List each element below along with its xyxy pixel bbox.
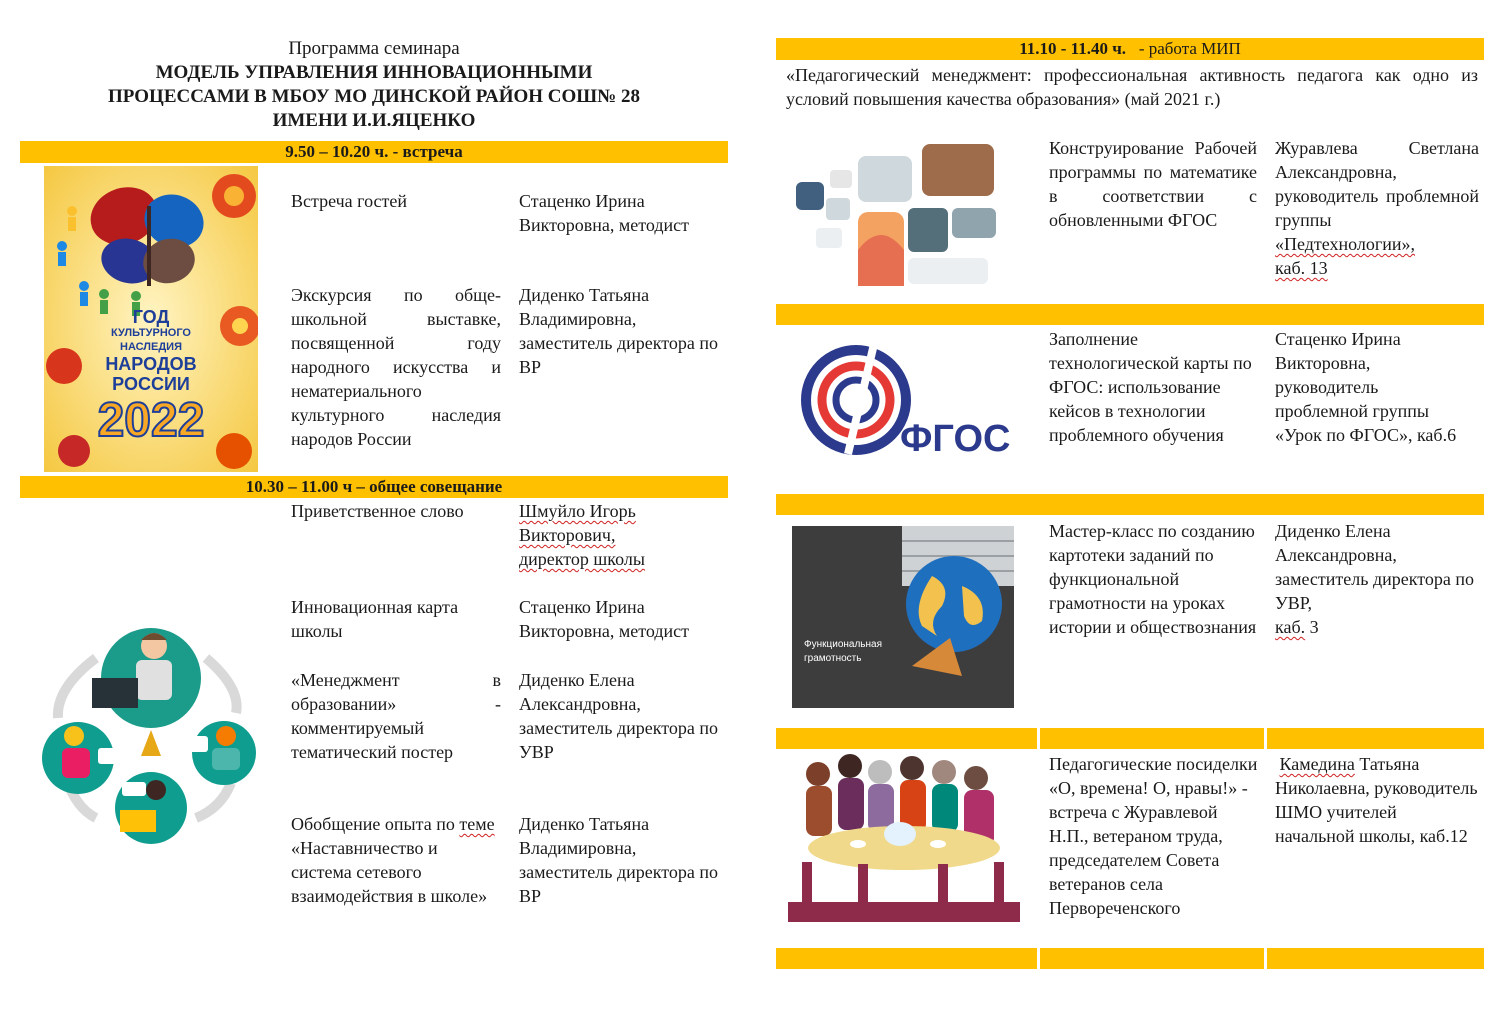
women-at-table-icon [788,752,1020,922]
title-line-1: МОДЕЛЬ УПРАВЛЕНИЯ ИННОВАЦИОННЫМИ [155,62,593,83]
education-collage-image [796,140,998,286]
person-r-2: Стаценко Ирина Викторовна, руководитель проблемной группы «Урок по ФГОС», каб.6 [1275,329,1457,445]
event-2-4 [291,812,501,908]
session-bar-mip-label: - работа МИП [1138,39,1241,58]
event-1-2: Экскурсия по обще-школьной выставке, посвященной году народного искусства и нематериального культурного наследия народов России [291,285,501,449]
person-r-4-rest: Татьяна Николаевна, руководитель ШМО учителей начальной школы, каб.12 [1275,754,1478,846]
event-2-2: Инновационная карта школы [291,597,459,641]
poster-line-2: КУЛЬТУРНОГО [111,327,191,339]
session-bar-meeting-general [20,476,728,498]
row-separator-3 [776,728,1484,749]
person-r-4 [1275,752,1479,848]
column-gap-1 [1037,728,1040,749]
poster-line-5: РОССИИ [112,374,190,394]
person-r-1-group: «Педтехнологии», [1275,234,1416,254]
globe-icon [792,526,1014,708]
poster-line-1: ГОД [132,307,170,327]
person-2-1 [519,499,724,571]
session-bar-meeting-text: 9.50 – 10.20 ч. - встреча [285,142,463,161]
person-r-3-main: Диденко Елена Александровна, заместитель директора по УВР, [1275,521,1475,613]
poster-caption [44,308,258,448]
fgos-logo [796,334,1022,470]
person-2-4: Диденко Татьяна Владимировна, заместитель директора по ВР [519,814,719,906]
person-r-1-main: Журавлева Светлана Александровна, руководитель проблемной группы [1275,138,1479,230]
functional-literacy-caption: Функциональная грамотность [804,639,883,664]
person-2-1-role: директор школы [519,549,645,569]
session-bar-meeting-general-text: 10.30 – 11.00 ч – общее совещание [245,477,503,496]
session-bar-mip-time: 11.10 - 11.40 ч. [1019,39,1127,58]
page-title [20,61,728,133]
tea-party-illustration [788,752,1020,922]
event-r-3: Мастер-класс по созданию картотеки заданий по функциональной грамотности на уроках истории и обществознания [1049,521,1257,637]
team-cycle-icon [36,618,258,848]
person-1-2: Диденко Татьяна Владимировна, заместитель директора по ВР [519,285,719,377]
event-2-1: Приветственное слово [291,501,464,521]
row-separator-4 [776,948,1484,969]
functional-literacy-image [792,526,1014,708]
row-separator-2 [776,494,1484,515]
event-r-2: Заполнение технологической карты по ФГОС: использование кейсов в технологии проблемного обучения [1049,329,1252,445]
collage-icon [796,140,998,286]
program-label: Программа семинара [288,38,460,59]
person-r-1 [1275,136,1479,280]
person-2-2: Стаценко Ирина Викторовна, методист [519,597,690,641]
event-2-4-part-a: Обобщение опыта по [291,814,455,834]
event-2-3: «Менеджмент в образовании» - комментируемый тематический постер [291,670,501,762]
session-bar-meeting [20,141,728,163]
event-1-1: Встреча гостей [291,191,408,211]
person-r-3 [1275,519,1479,639]
title-line-2: ПРОЦЕССАМИ В МБОУ МО ДИНСКОЙ РАЙОН СОШ№ 28 [108,86,640,107]
person-r-3-room: 3 [1305,617,1319,637]
session-bar-mip [776,38,1484,60]
column-gap-2 [1264,728,1267,749]
poster-line-4: НАРОДОВ [105,354,197,374]
column-gap-4 [1264,948,1267,969]
row-separator-1 [776,304,1484,325]
event-2-4-part-b: теме [459,814,495,834]
poster-year: 2022 [97,394,205,447]
poster-line-3: НАСЛЕДИЯ [120,341,182,353]
event-r-4: Педагогические посиделки «О, времена! О, нравы!» - встреча с Журавлевой Н.П., ветераном труда, председателем Совета ветеранов села Первореченского [1049,754,1258,918]
mip-intro: «Педагогический менеджмент: профессиональная активность педагога как одно из условий повышения качества образования» (май 2021 г.) [786,65,1478,109]
person-r-3-room-label: каб. [1275,617,1306,637]
column-gap-3 [1037,948,1040,969]
person-1-1: Стаценко Ирина Викторовна, методист [519,191,690,235]
person-r-4-surname: Камедина [1279,754,1355,774]
management-illustration [36,618,258,848]
event-2-4-part-c: «Наставничество и система сетевого взаимодействия в школе» [291,838,488,906]
fgos-logo-text: ФГОС [900,418,1011,460]
event-r-1: Конструирование Рабочей программы по математике в соответствии с обновленными ФГОС [1049,138,1257,230]
person-r-1-room: каб. 13 [1275,258,1328,278]
session-bar-mip-text [776,38,1484,60]
cultural-heritage-poster [44,166,258,472]
person-2-1-name: Шмуйло Игорь [519,501,636,521]
person-2-1-patronymic: Викторович, [519,525,616,545]
title-line-3: ИМЕНИ И.И.ЯЦЕНКО [272,110,476,131]
person-2-3: Диденко Елена Александровна, заместитель директора по УВР [519,670,719,762]
